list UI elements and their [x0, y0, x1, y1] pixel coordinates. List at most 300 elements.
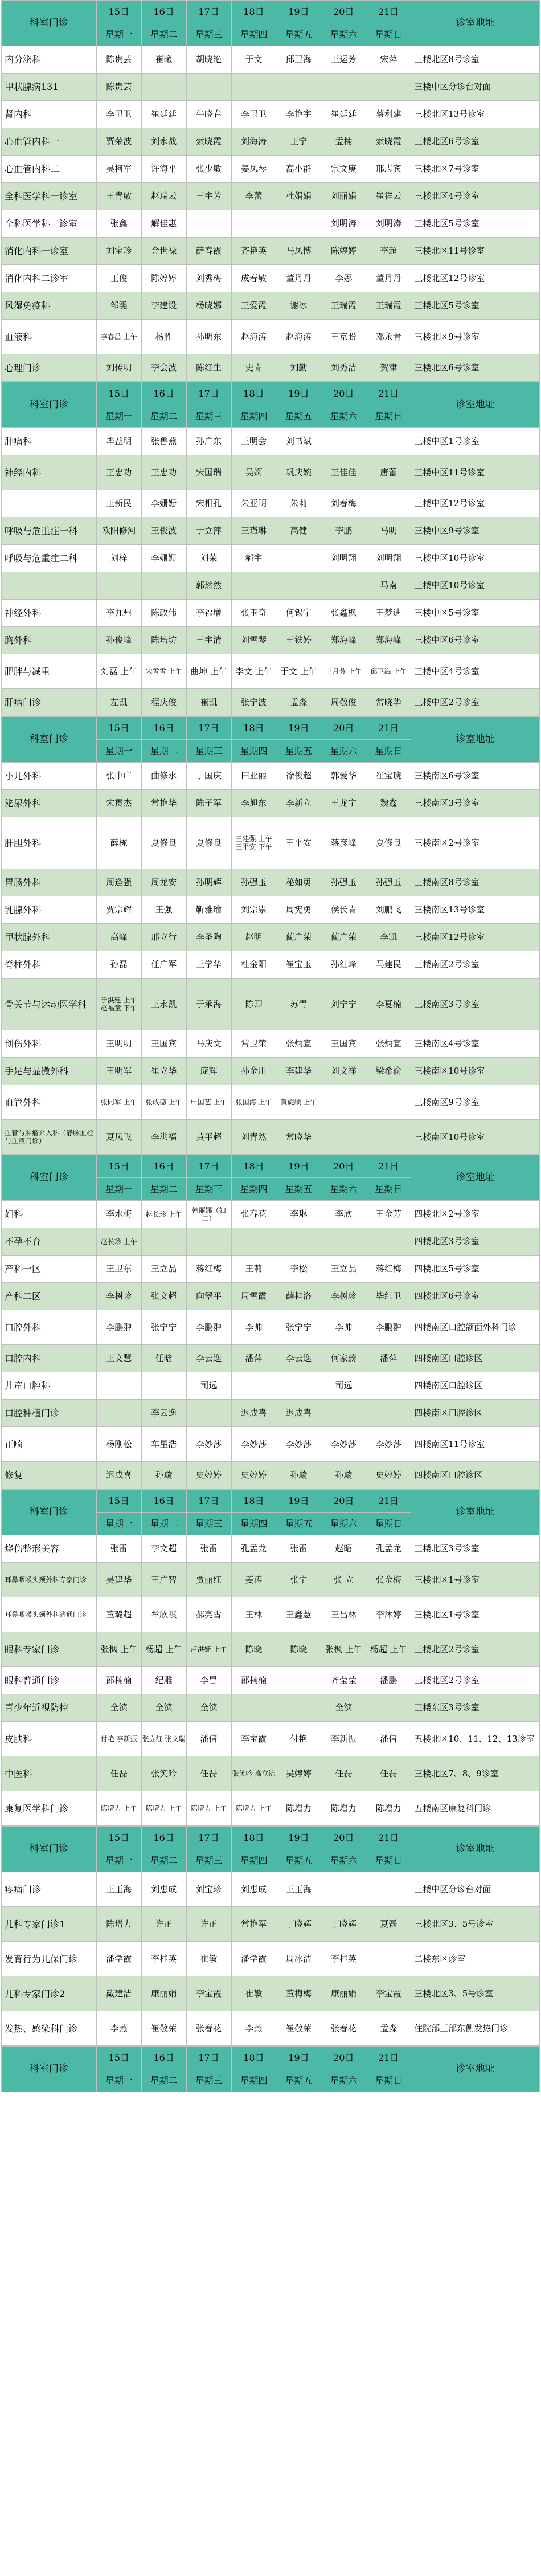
doctor-cell: 常晓华: [366, 689, 411, 716]
doctor-cell: 张金梅: [366, 1563, 411, 1597]
schedule-row: [2, 1976, 540, 2011]
doctor-cell: 吴婷婷: [276, 1756, 321, 1791]
doctor-cell: 马建民: [366, 951, 411, 979]
clinic-address: 三楼北区4号诊室: [411, 183, 540, 210]
clinic-address: 三楼中区分诊台对面: [411, 1872, 540, 1907]
doctor-cell: 李鹏翀: [366, 1310, 411, 1345]
header-weekday: 星期六: [321, 1178, 366, 1201]
dept-name: 疼痛门诊: [2, 1872, 97, 1907]
doctor-cell: 陈增力 上午: [231, 1791, 276, 1826]
doctor-cell: 周雪霞: [231, 1283, 276, 1310]
doctor-cell: 李松: [276, 1256, 321, 1283]
doctor-cell: 蒋彦峰: [321, 817, 366, 869]
schedule-row: [2, 1372, 540, 1400]
doctor-cell: 张宁宁: [141, 1310, 186, 1345]
header-weekday: 星期三: [186, 1849, 231, 1872]
doctor-cell: 苏青: [276, 979, 321, 1030]
doctor-cell: 孙金川: [231, 1058, 276, 1085]
doctor-cell: 孙强玉: [321, 869, 366, 896]
schedule-row: [2, 951, 540, 979]
doctor-cell: 任磊: [321, 1756, 366, 1791]
dept-name: 创伤外科: [2, 1030, 97, 1058]
doctor-cell: 孙明东: [186, 320, 231, 354]
doctor-cell: 崔敬荣: [141, 2011, 186, 2046]
doctor-cell: 刘传明: [96, 354, 141, 382]
schedule-row: [2, 1756, 540, 1791]
doctor-cell: 迟成喜: [276, 1400, 321, 1427]
schedule-row: [2, 74, 540, 101]
doctor-cell: 王瑞霞: [366, 292, 411, 320]
doctor-cell: 张枫 上午: [96, 1632, 141, 1667]
header-date: 20日: [321, 382, 366, 405]
doctor-cell: 贺津: [366, 354, 411, 382]
doctor-cell: 司远: [186, 1372, 231, 1400]
header-weekday: 星期五: [276, 23, 321, 46]
doctor-cell: 刘宗崇: [231, 896, 276, 924]
schedule-row: [2, 183, 540, 210]
doctor-cell: 张春花: [231, 1201, 276, 1228]
doctor-cell: 张玉奇: [231, 600, 276, 627]
header-date: 17日: [186, 1490, 231, 1513]
doctor-cell: [276, 74, 321, 101]
header-weekday: 星期日: [366, 1513, 411, 1535]
doctor-cell: 张笑吟: [141, 1756, 186, 1791]
doctor-cell: 周逢强: [96, 869, 141, 896]
dept-name: 全科医学科一诊室: [2, 183, 97, 210]
doctor-cell: [96, 1400, 141, 1427]
doctor-cell: 刘荣: [186, 545, 231, 572]
doctor-cell: 索晓霞: [366, 128, 411, 156]
doctor-cell: 王瑾琳: [231, 517, 276, 545]
header-weekday: 星期四: [231, 740, 276, 763]
clinic-address: 二楼东区诊室: [411, 1942, 540, 1976]
doctor-cell: 孟楠: [321, 128, 366, 156]
doctor-cell: [321, 1085, 366, 1120]
header-date: 19日: [276, 1, 321, 23]
doctor-cell: [276, 545, 321, 572]
schedule-row: [2, 572, 540, 600]
doctor-cell: 李妙莎: [276, 1427, 321, 1462]
header-date: 15日: [96, 1827, 141, 1849]
schedule-row: [2, 1345, 540, 1372]
schedule-row: [2, 1872, 540, 1907]
doctor-cell: 李沐婷: [366, 1597, 411, 1632]
dept-name: 修复: [2, 1462, 97, 1489]
doctor-cell: 徐俊超: [276, 763, 321, 790]
schedule-row: [2, 354, 540, 382]
doctor-cell: 陈晓: [231, 1632, 276, 1667]
doctor-cell: 潘萍: [366, 1345, 411, 1372]
doctor-cell: 李卫卫: [96, 101, 141, 128]
clinic-address: 三楼北区5号诊室: [411, 210, 540, 238]
header-weekday: 星期四: [231, 2069, 276, 2092]
doctor-cell: 夏修良: [141, 817, 186, 869]
header-date: 16日: [141, 2047, 186, 2069]
doctor-cell: 张鲁燕: [141, 428, 186, 455]
header-weekday: 星期一: [96, 23, 141, 46]
doctor-cell: 任晗: [141, 1345, 186, 1372]
clinic-address: 三楼东区3号诊室: [411, 1694, 540, 1722]
dept-name: 儿科专家门诊2: [2, 1976, 97, 2011]
dept-name: 康复医学科门诊: [2, 1791, 97, 1826]
doctor-cell: [321, 572, 366, 600]
dept-name: 胃肠外科: [2, 869, 97, 896]
doctor-cell: 李凯: [366, 924, 411, 951]
doctor-cell: 崔宝玉: [276, 951, 321, 979]
doctor-cell: 邱卫海 上午: [366, 654, 411, 689]
doctor-cell: 李帅: [231, 1310, 276, 1345]
schedule-row: [2, 1632, 540, 1667]
doctor-cell: 王平安: [276, 817, 321, 869]
doctor-cell: 张中广: [96, 763, 141, 790]
doctor-cell: 曲坤 上午: [186, 654, 231, 689]
doctor-cell: 王玉海: [276, 1872, 321, 1907]
header-date: 18日: [231, 382, 276, 405]
doctor-cell: 崔敏: [231, 1976, 276, 2011]
doctor-cell: 孙璇: [141, 1462, 186, 1489]
doctor-cell: 全滨: [321, 1694, 366, 1722]
header-date: 16日: [141, 1490, 186, 1513]
doctor-cell: 牟欣祺: [141, 1597, 186, 1632]
header-row-dates: [2, 1827, 540, 1849]
doctor-cell: 王京盼: [321, 320, 366, 354]
schedule-row: [2, 763, 540, 790]
header-weekday: 星期日: [366, 1178, 411, 1201]
doctor-cell: 许正: [141, 1907, 186, 1942]
doctor-cell: 陈卿: [231, 979, 276, 1030]
clinic-address: 三楼中区1号诊室: [411, 428, 540, 455]
doctor-cell: 李艳宇: [276, 101, 321, 128]
doctor-cell: 王强: [141, 896, 186, 924]
doctor-cell: 王鑫慧: [276, 1597, 321, 1632]
schedule-table: [1, 716, 540, 1155]
doctor-cell: 薛春霞: [186, 238, 231, 265]
header-date: 17日: [186, 2047, 231, 2069]
doctor-cell: 史婷婷: [231, 1462, 276, 1489]
doctor-cell: 陈政伟: [141, 600, 186, 627]
header-weekday: 星期六: [321, 23, 366, 46]
doctor-cell: 郭爱华: [321, 763, 366, 790]
doctor-cell: 王佳佳: [321, 455, 366, 490]
doctor-cell: 李会波: [141, 354, 186, 382]
header-weekday: 星期日: [366, 740, 411, 763]
doctor-cell: 刘惠成: [231, 1872, 276, 1907]
doctor-cell: 贾宗辉: [96, 896, 141, 924]
clinic-address: 四楼北区5号诊室: [411, 1256, 540, 1283]
doctor-cell: [366, 1228, 411, 1256]
doctor-cell: 周宪勇: [276, 896, 321, 924]
doctor-cell: 李九州: [96, 600, 141, 627]
schedule-row: [2, 979, 540, 1030]
doctor-cell: 刘秀梅: [186, 265, 231, 292]
doctor-cell: [366, 74, 411, 101]
doctor-cell: 孔孟龙: [231, 1535, 276, 1563]
clinic-address: 三楼中区6号诊室: [411, 627, 540, 654]
doctor-cell: 迟成喜: [96, 1462, 141, 1489]
doctor-cell: 赵海涛: [231, 320, 276, 354]
doctor-cell: 陈贵芸: [96, 46, 141, 74]
clinic-address: 三楼北区2号诊室: [411, 1632, 540, 1667]
doctor-cell: 王宇清: [186, 627, 231, 654]
header-date: 17日: [186, 1155, 231, 1178]
doctor-cell: 张同军 上午: [96, 1085, 141, 1120]
doctor-cell: 全滨: [141, 1694, 186, 1722]
clinic-address: 三楼南区4号诊室: [411, 1030, 540, 1058]
doctor-cell: 任磊: [366, 1756, 411, 1791]
doctor-cell: 黄旋顺 上午: [276, 1085, 321, 1120]
dept-name: 正畸: [2, 1427, 97, 1462]
doctor-cell: 齐艳英: [231, 238, 276, 265]
doctor-cell: 索晓霞: [186, 128, 231, 156]
doctor-cell: 李春昌 上午: [96, 320, 141, 354]
doctor-cell: 刘明涛: [321, 210, 366, 238]
dept-name: 发热、感染科门诊: [2, 2011, 97, 2046]
header-weekday: 星期三: [186, 1513, 231, 1535]
doctor-cell: 王文慧: [96, 1345, 141, 1372]
header-weekday: 星期一: [96, 1178, 141, 1201]
doctor-cell: 宋贯杰: [96, 790, 141, 817]
doctor-cell: 王建强 上午 王平安 下午: [231, 817, 276, 869]
doctor-cell: 夏凤飞: [96, 1120, 141, 1155]
doctor-cell: 孟淼: [276, 689, 321, 716]
doctor-cell: [321, 1872, 366, 1907]
doctor-cell: [276, 210, 321, 238]
clinic-address: 三楼南区3号诊室: [411, 979, 540, 1030]
clinic-address: 三楼南区6号诊室: [411, 763, 540, 790]
doctor-cell: 何家蔚: [321, 1345, 366, 1372]
doctor-cell: 蒋红梅: [366, 1256, 411, 1283]
doctor-cell: 全滨: [186, 1694, 231, 1722]
doctor-cell: 解佳惠: [141, 210, 186, 238]
doctor-cell: [366, 1694, 411, 1722]
doctor-cell: 周敬俊: [321, 689, 366, 716]
schedule-row: [2, 210, 540, 238]
doctor-cell: 赵长珍 上午: [141, 1201, 186, 1228]
doctor-cell: 韩丽娜（妇二）: [186, 1201, 231, 1228]
doctor-cell: 李文超: [141, 1535, 186, 1563]
doctor-cell: 谢冰: [276, 292, 321, 320]
header-weekday: 星期五: [276, 1849, 321, 1872]
header-dept: 科室门诊: [2, 1155, 97, 1201]
doctor-cell: 王龙宁: [321, 790, 366, 817]
header-weekday: 星期一: [96, 2069, 141, 2092]
schedule-row: [2, 1427, 540, 1462]
dept-name: 肥胖与减重: [2, 654, 97, 689]
doctor-cell: [186, 74, 231, 101]
doctor-cell: 杨超 上午: [366, 1632, 411, 1667]
doctor-cell: [231, 1694, 276, 1722]
doctor-cell: 于国庆: [186, 763, 231, 790]
doctor-cell: 李圣陶: [186, 924, 231, 951]
header-date: 18日: [231, 2047, 276, 2069]
clinic-address: 三楼南区2号诊室: [411, 951, 540, 979]
doctor-cell: 邵楠楠: [231, 1667, 276, 1694]
doctor-cell: 张宁: [276, 1563, 321, 1597]
header-date: 20日: [321, 1, 366, 23]
doctor-cell: 李姗姗: [141, 490, 186, 517]
schedule-row: [2, 689, 540, 716]
doctor-cell: 李蕾: [231, 183, 276, 210]
doctor-cell: 孙强玉: [231, 869, 276, 896]
doctor-cell: [231, 74, 276, 101]
doctor-cell: 王玉海: [96, 1872, 141, 1907]
header-date: 16日: [141, 717, 186, 740]
schedule-row: [2, 790, 540, 817]
clinic-address: 三楼北区13号诊室: [411, 101, 540, 128]
doctor-cell: 张少敏: [186, 156, 231, 183]
doctor-cell: [366, 1872, 411, 1907]
doctor-cell: 宋相孔: [186, 490, 231, 517]
doctor-cell: [366, 490, 411, 517]
doctor-cell: 王国宾: [141, 1030, 186, 1058]
header-date: 16日: [141, 1, 186, 23]
schedule-row: [2, 545, 540, 572]
doctor-cell: 姜凤琴: [231, 156, 276, 183]
doctor-cell: 蒋红梅: [186, 1256, 231, 1283]
doctor-cell: 庞辉: [186, 1058, 231, 1085]
header-row-dates: [2, 1490, 540, 1513]
header-weekday: 星期二: [141, 740, 186, 763]
doctor-cell: 何锡宁: [276, 600, 321, 627]
schedule-row: [2, 1462, 540, 1489]
doctor-cell: 许正: [186, 1907, 231, 1942]
doctor-cell: 张雷: [186, 1535, 231, 1563]
doctor-cell: 康丽娟: [141, 1976, 186, 2011]
doctor-cell: 靳雅瑜: [186, 896, 231, 924]
doctor-cell: 刘明翔: [366, 545, 411, 572]
doctor-cell: 李卫卫: [231, 101, 276, 128]
doctor-cell: 李燕: [231, 2011, 276, 2046]
schedule-row: [2, 1120, 540, 1155]
schedule-row: [2, 1694, 540, 1722]
clinic-address: 三楼中区5号诊室: [411, 600, 540, 627]
clinic-address: 三楼北区3、5号诊室: [411, 1976, 540, 2011]
header-date: 21日: [366, 2047, 411, 2069]
dept-name: 风湿免疫科: [2, 292, 97, 320]
doctor-cell: 张雷: [276, 1535, 321, 1563]
doctor-cell: [186, 1228, 231, 1256]
header-date: 18日: [231, 1827, 276, 1849]
header-weekday: 星期日: [366, 2069, 411, 2092]
clinic-address: 三楼中区10号诊室: [411, 545, 540, 572]
clinic-address: 三楼南区9号诊室: [411, 1085, 540, 1120]
header-address: 诊室地址: [411, 382, 540, 428]
doctor-cell: 邹雯: [96, 292, 141, 320]
header-weekday: 星期六: [321, 2069, 366, 2092]
clinic-address: 四楼南区口腔颌面外科门诊: [411, 1310, 540, 1345]
doctor-cell: 陈增力: [276, 1791, 321, 1826]
schedule-row: [2, 600, 540, 627]
doctor-cell: 赵长珍 上午: [96, 1228, 141, 1256]
doctor-cell: 毕红卫: [366, 1283, 411, 1310]
header-weekday: 星期五: [276, 405, 321, 428]
doctor-cell: 司远: [321, 1372, 366, 1400]
doctor-cell: 李桂英: [321, 1942, 366, 1976]
clinic-address: 四楼南区口腔诊区: [411, 1462, 540, 1489]
doctor-cell: 李树珍: [321, 1283, 366, 1310]
doctor-cell: 任磊: [96, 1756, 141, 1791]
doctor-cell: 梁希渝: [366, 1058, 411, 1085]
clinic-address: 三楼北区11号诊室: [411, 238, 540, 265]
doctor-cell: 蔺广荣: [321, 924, 366, 951]
doctor-cell: 王爱霞: [231, 292, 276, 320]
doctor-cell: 于文 上午: [276, 654, 321, 689]
schedule-row: [2, 817, 540, 869]
schedule-row: [2, 1563, 540, 1597]
doctor-cell: 刘文祥: [321, 1058, 366, 1085]
schedule-row: [2, 869, 540, 896]
doctor-cell: 吴柯军: [96, 156, 141, 183]
clinic-address: 三楼北区5号诊室: [411, 292, 540, 320]
doctor-cell: 刘惠成: [141, 1872, 186, 1907]
doctor-cell: 贾荣波: [96, 128, 141, 156]
dept-name: 小儿外科: [2, 763, 97, 790]
clinic-address: 三楼中区11号诊室: [411, 455, 540, 490]
doctor-cell: 刘丽娟: [321, 183, 366, 210]
clinic-address: 三楼中区2号诊室: [411, 689, 540, 716]
doctor-cell: [321, 1400, 366, 1427]
doctor-cell: 李宝霞: [186, 1976, 231, 2011]
doctor-cell: 刘勤: [276, 354, 321, 382]
dept-name: 骨关节与运动医学科: [2, 979, 97, 1030]
header-date: 20日: [321, 717, 366, 740]
doctor-cell: 王永凯: [141, 979, 186, 1030]
doctor-cell: 孙磊: [96, 951, 141, 979]
doctor-cell: 陈红生: [186, 354, 231, 382]
doctor-cell: 左凯: [96, 689, 141, 716]
schedule-row: [2, 517, 540, 545]
header-weekday: 星期二: [141, 23, 186, 46]
dept-name: 心血管内科二: [2, 156, 97, 183]
doctor-cell: 李洪福: [141, 1120, 186, 1155]
dept-name: 眼科普通门诊: [2, 1667, 97, 1694]
doctor-cell: 史婷婷: [186, 1462, 231, 1489]
dept-name: 血管外科: [2, 1085, 97, 1120]
header-weekday: 星期二: [141, 405, 186, 428]
doctor-cell: 潘倩: [186, 1722, 231, 1756]
header-date: 15日: [96, 1490, 141, 1513]
doctor-cell: 于立萍: [186, 517, 231, 545]
doctor-cell: 李鹏翀: [186, 1310, 231, 1345]
dept-name: 神经内科: [2, 455, 97, 490]
header-date: 15日: [96, 382, 141, 405]
clinic-address: 三楼北区6号诊室: [411, 354, 540, 382]
doctor-cell: 史青: [231, 354, 276, 382]
clinic-address: 三楼南区12号诊室: [411, 924, 540, 951]
header-address: 诊室地址: [411, 1490, 540, 1535]
doctor-cell: 薛栋: [96, 817, 141, 869]
doctor-cell: 戴建洁: [96, 1976, 141, 2011]
doctor-cell: 李鹏翀: [96, 1310, 141, 1345]
schedule-row: [2, 428, 540, 455]
dept-name: 胸外科: [2, 627, 97, 654]
doctor-cell: 全滨: [96, 1694, 141, 1722]
doctor-cell: [366, 1372, 411, 1400]
doctor-cell: 常艳华: [141, 790, 186, 817]
doctor-cell: 王国宾: [321, 1030, 366, 1058]
doctor-cell: 李鹏: [321, 517, 366, 545]
doctor-cell: 朱亚明: [231, 490, 276, 517]
doctor-cell: 陈增力: [96, 1907, 141, 1942]
header-weekday: 星期日: [366, 405, 411, 428]
dept-name: 心血管内科一: [2, 128, 97, 156]
doctor-cell: 郝亮雪: [186, 1597, 231, 1632]
schedule-row: [2, 1201, 540, 1228]
doctor-cell: [321, 428, 366, 455]
doctor-cell: 陈培坊: [141, 627, 186, 654]
doctor-cell: 潘萍: [231, 1345, 276, 1372]
header-weekday: 星期五: [276, 2069, 321, 2092]
